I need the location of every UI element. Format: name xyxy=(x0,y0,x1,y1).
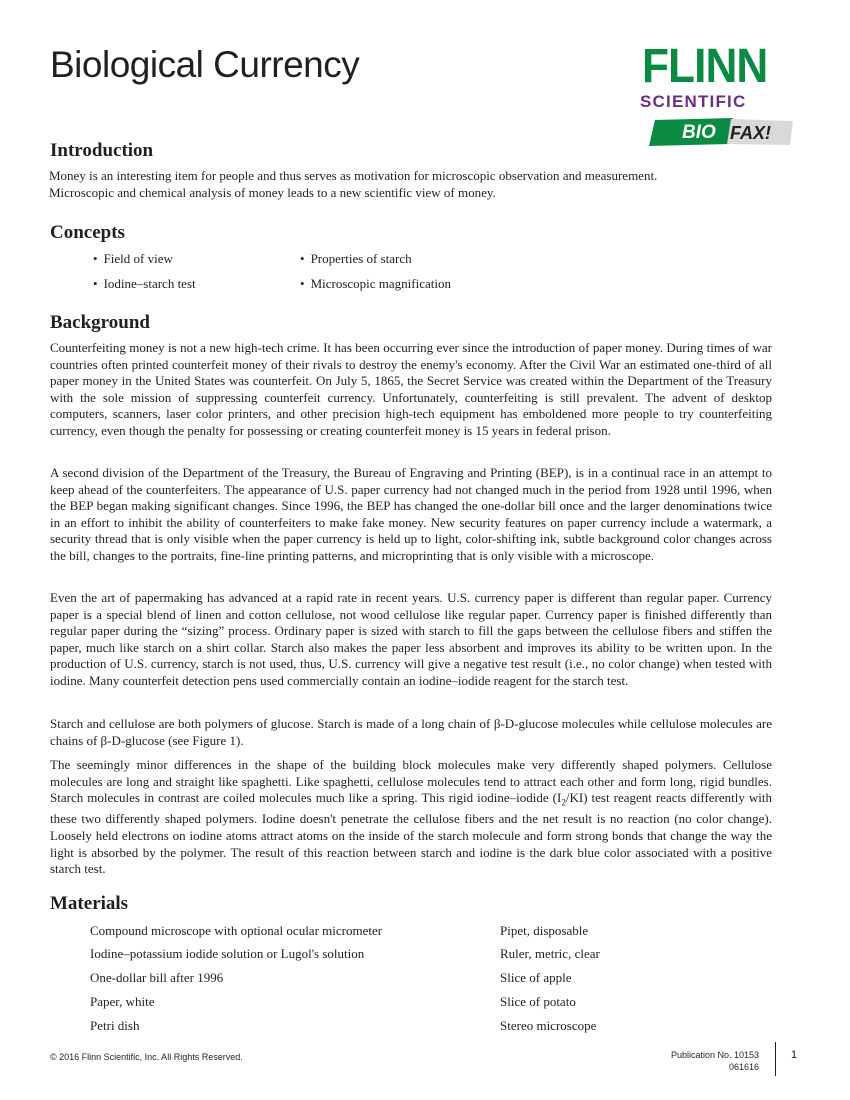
flinn-scientific-logo xyxy=(620,40,802,148)
introduction-heading: Introduction xyxy=(50,140,154,161)
material-item: Paper, white xyxy=(90,994,155,1009)
logo-bio-text: BIO xyxy=(682,122,716,143)
page-number: 1 xyxy=(791,1049,798,1061)
page-title: Biological Currency xyxy=(50,44,360,85)
publication-code: 061616 xyxy=(728,1062,759,1072)
publication-number: Publication No. 10153 xyxy=(670,1050,759,1060)
logo-scientific-text: SCIENTIFIC xyxy=(640,92,747,111)
logo-flinn-text: FLINN xyxy=(642,40,768,93)
background-paragraph-5 xyxy=(50,757,772,878)
concept-item: • Field of view xyxy=(93,251,173,267)
concept-item: • Properties of starch xyxy=(300,251,412,267)
concept-item: • Microscopic magnification xyxy=(300,276,451,292)
background-paragraph-3: Even the art of papermaking has advanced at a rapid rate in recent years. U.S. currency paper is different than regular paper. Currency paper is a special blend of linen and cotton cellulose, not wood cellulose like regular paper. Currency paper is finished differently than regular paper during the “sizing” process. Ordinary paper is sized with starch to fill the gaps between the cellulose fibers and stiffen the paper, much like starch on a shirt collar. Starch also makes the paper less absorbent and improves its ability to be written upon. In the production of U.S. currency, starch is not used, thus, U.S. currency will give a negative test result (i.e., no color change) when tested with iodine. Many counterfeit detection pens used commercially contain an iodine–iodide reagent for the starch test. xyxy=(50,590,772,688)
material-item: Slice of apple xyxy=(500,970,572,985)
copyright-notice: © 2016 Flinn Scientific, Inc. All Rights Reserved. xyxy=(50,1052,243,1062)
footer-divider xyxy=(775,1042,776,1076)
concepts-heading: Concepts xyxy=(50,222,125,243)
material-item: Slice of potato xyxy=(500,994,576,1009)
background-heading: Background xyxy=(50,312,150,333)
logo-biofax-banner xyxy=(645,118,795,146)
background-paragraph-2: A second division of the Department of the Treasury, the Bureau of Engraving and Printing (BEP), is in a continual race in an attempt to keep ahead of the counterfeiters. The appearance of U.S. paper currency had not changed much in the period from 1928 until 1996, when the BEP began making significant changes. Since 1996, the BEP has changed the one-dollar bill once and the larger denominations twice in an effort to inhibit the ability of counterfeiters to make fake money. New security features on paper currency include a watermark, a security thread that is only visible when the paper currency is held up to light, color-shifting ink, subtle background color changes across the bill, changes to the portraits, fine-line printing patterns, and microprinting that is only visible with a microscope. xyxy=(50,465,772,563)
materials-heading: Materials xyxy=(50,893,129,914)
background-paragraph-4: Starch and cellulose are both polymers of glucose. Starch is made of a long chain of β-D-glucose molecules while cellulose molecules are chains of β-D-glucose (see Figure 1). xyxy=(50,716,772,748)
material-item: Stereo microscope xyxy=(500,1018,597,1033)
material-item: Pipet, disposable xyxy=(500,923,589,938)
publication-info xyxy=(671,1049,759,1073)
logo-fax-text: FAX! xyxy=(730,123,772,143)
introduction-text: Money is an interesting item for people and thus serves as motivation for microscopic observation and measurement. Microscopic and chemical analysis of money leads to a new scientific view of money. xyxy=(49,168,658,200)
subscript-2: 2 xyxy=(561,797,566,808)
paragraph-5-part-1: The seemingly minor differences in the shape of the building block molecules make very differently shaped polymers. Cellulose molecules are long and straight like spaghetti. Like spaghetti, cellulose molecules tend to attract each other and form long, rigid bundles. Starch molecules in contrast are coiled molecules much like a spring. This rigid iodine–iodide (I xyxy=(50,757,772,806)
background-paragraph-1: Counterfeiting money is not a new high-tech crime. It has been occurring ever since the introduction of paper money. During times of war countries often printed counterfeit money of their rivals to destroy the enemy's economy. After the Civil War an estimated one-third of all paper money in the United States was counterfeit. On July 5, 1865, the Secret Service was created within the Department of the Treasury with the sole mission of suppressing counterfeit currency. Unfortunately, counterfeiting is still prevalent. The advent of desktop computers, scanners, laser color printers, and other precision high-tech equipment has emboldened more people to try counterfeiting currency, even though the penalty for possessing or creating counterfeit money is 15 years in federal prison. xyxy=(50,340,772,438)
concept-item: • Iodine–starch test xyxy=(93,276,196,292)
material-item: Iodine–potassium iodide solution or Lugol's solution xyxy=(90,946,365,961)
material-item: Petri dish xyxy=(90,1018,140,1033)
material-item: Compound microscope with optional ocular micrometer xyxy=(90,923,383,938)
material-item: Ruler, metric, clear xyxy=(500,946,600,961)
material-item: One-dollar bill after 1996 xyxy=(90,970,224,985)
paragraph-5-part-2: /KI) test reagent reacts differently with these two differently shaped polymers. Iodine doesn't penetrate the cellulose fibers and the net result is no reaction (no color change). Loosely held electrons on iodine atoms attract atoms on the inside of the starch molecule and form strong bonds that change the way the light is absorbed by the polymer. The result of this reaction between starch and iodine is the dark blue color associated with a positive starch test. xyxy=(50,790,772,877)
